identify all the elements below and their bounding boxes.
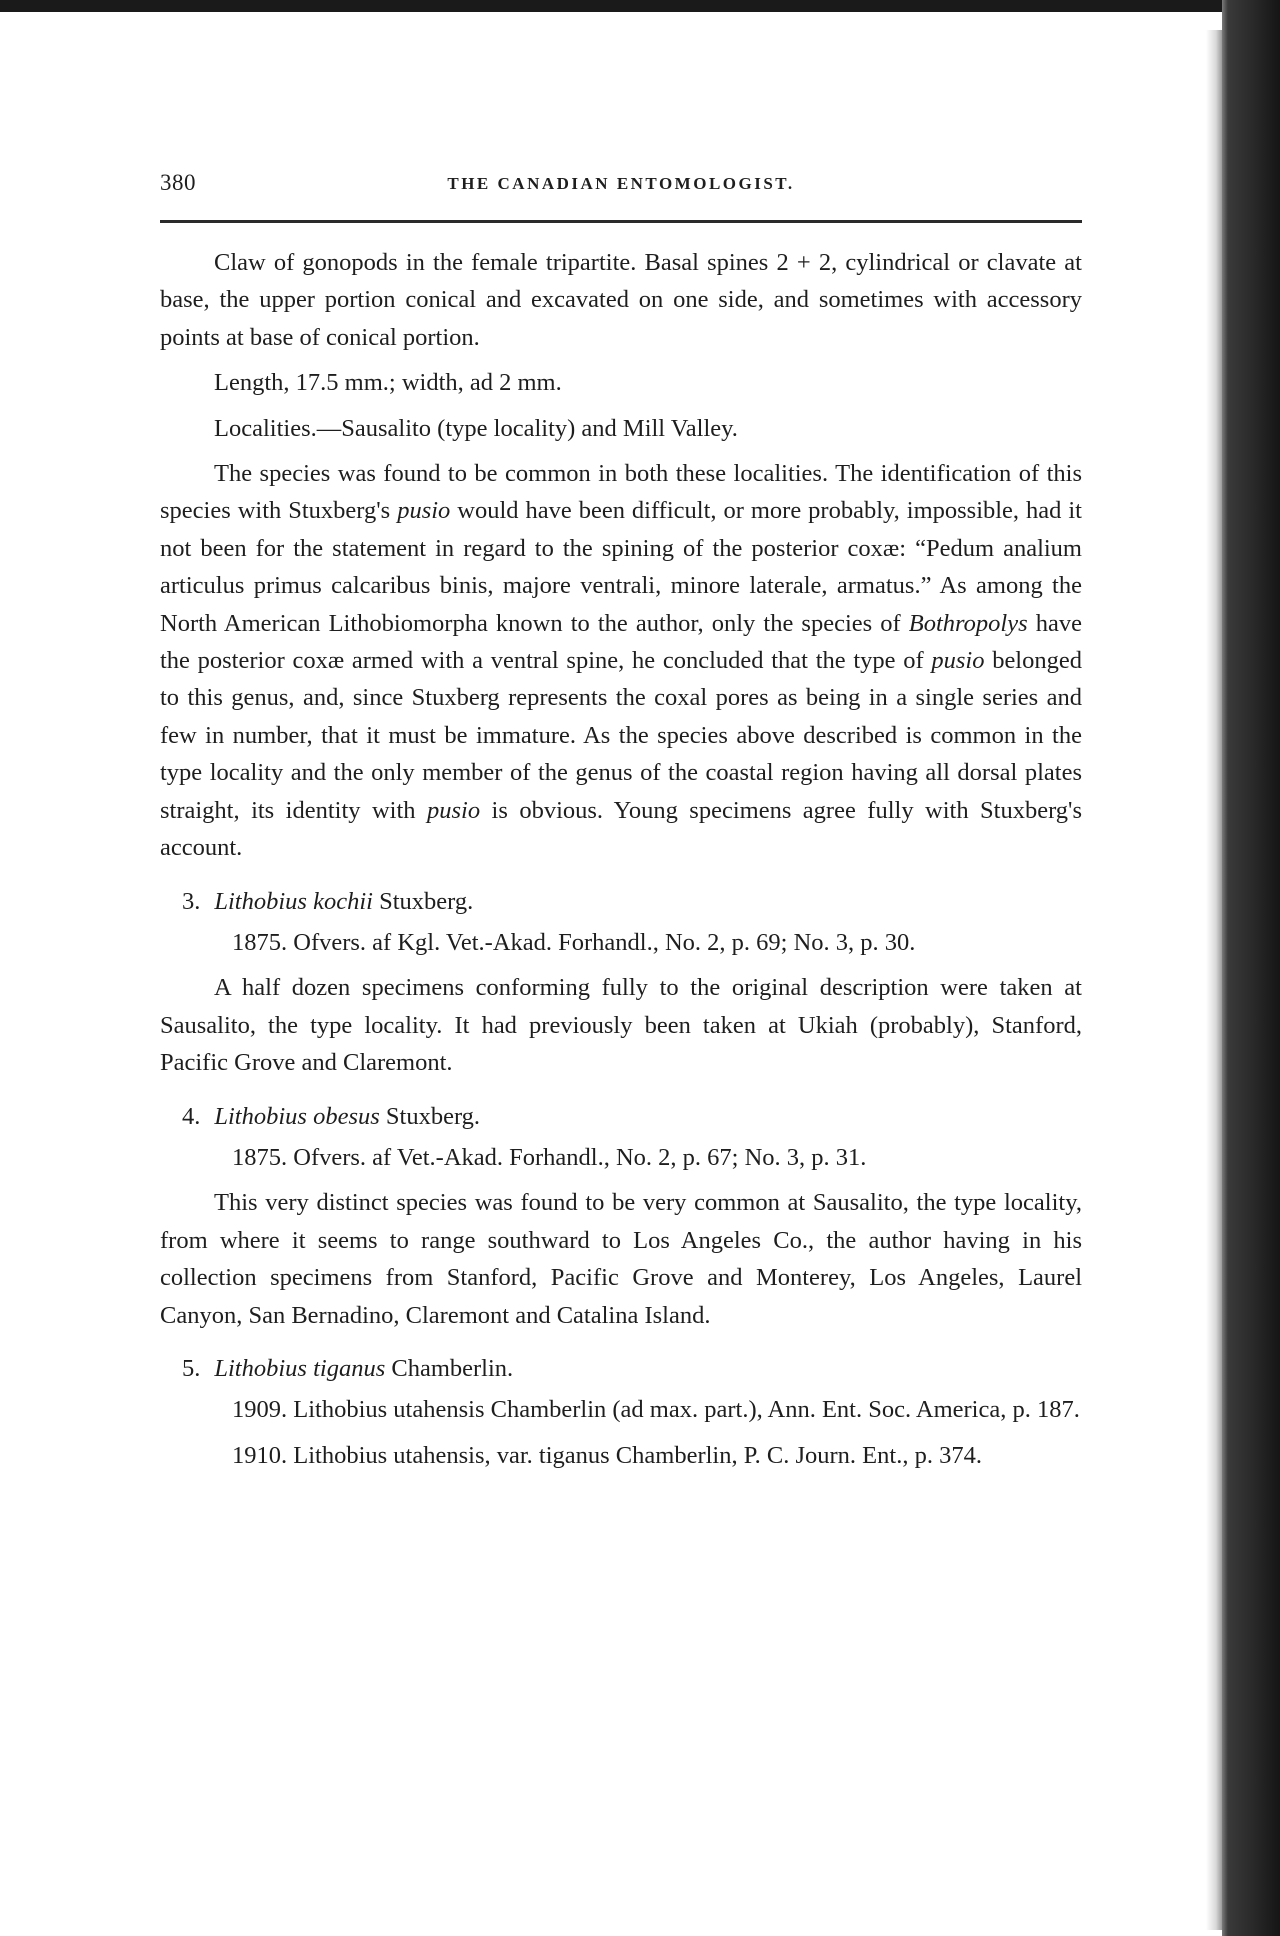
species-author: Stuxberg. bbox=[372, 887, 474, 915]
page-edge-shadow bbox=[1206, 30, 1222, 1930]
discussion-text-3: have the posterior coxæ armed with a ventral spine, he concluded that the type of bbox=[160, 609, 1083, 675]
citation: 1875. Ofvers. af Vet.-Akad. Forhandl., No. 2, p. 67; No. 3, p. 31. bbox=[232, 1143, 867, 1171]
species-heading bbox=[160, 1350, 1082, 1387]
citation: 1909. Lithobius utahensis Chamberlin (ad max. part.), Ann. Ent. Soc. America, p. 187. bbox=[232, 1396, 1080, 1424]
species-number: 5. bbox=[182, 1354, 201, 1382]
discussion-text-5: is obvious. Young specimens agree fully with Stuxberg's account. bbox=[160, 796, 1083, 862]
species-ref-pusio: pusio bbox=[397, 497, 451, 525]
scan-border-right bbox=[1222, 0, 1280, 1936]
length-paragraph: Length, 17.5 mm.; width, ad 2 mm. bbox=[214, 369, 562, 397]
page-number: 380 bbox=[160, 170, 196, 195]
claw-paragraph: Claw of gonopods in the female tripartite. Basal spines 2 + 2, cylindrical or clavate at base, the upper portion conical and excavated on one side, and sometimes with accessory points at base of conical portion. bbox=[160, 249, 1082, 351]
page-header bbox=[160, 168, 1082, 208]
citation: 1910. Lithobius utahensis, var. tiganus Chamberlin, P. C. Journ. Ent., p. 374. bbox=[232, 1441, 982, 1469]
discussion-text-1: The species was found to be common in both these localities. The identification of this species with Stuxberg's bbox=[160, 460, 1082, 525]
species-heading bbox=[160, 1098, 1082, 1135]
header-rule bbox=[160, 220, 1082, 223]
page-body bbox=[160, 244, 1082, 1482]
discussion-paragraph bbox=[160, 455, 1082, 866]
species-description: A half dozen specimens conforming fully to the original description were taken at Sausalito, the type locality. It had previously been taken at Ukiah (probably), Stanford, Pacific Grove and Claremont. bbox=[160, 974, 1082, 1077]
localities-paragraph: Localities.—Sausalito (type locality) and Mill Valley. bbox=[214, 414, 738, 442]
species-author: Stuxberg. bbox=[379, 1102, 481, 1130]
species-name: Lithobius kochii bbox=[214, 887, 373, 915]
scan-border-top bbox=[0, 0, 1280, 12]
species-author: Chamberlin. bbox=[385, 1354, 514, 1382]
species-ref-pusio: pusio bbox=[931, 647, 985, 675]
discussion-text-4: belonged to this genus, and, since Stuxberg represents the coxal pores as being in a single series and few in number, that it must be immature. As the species above described is common in the type locality and the only member of the genus of the coastal region having all dorsal plates straight, its identity with bbox=[160, 647, 1082, 824]
species-number: 3. bbox=[182, 887, 201, 915]
genus-ref-bothropolys: Bothropolys bbox=[908, 609, 1028, 637]
species-description: This very distinct species was found to be very common at Sausalito, the type locality, from where it seems to range southward to Los Angeles Co., the author having in his collection specimens from Stanford, Pacific Grove and Monterey, Los Angeles, Laurel Canyon, San Bernadino, Claremont and Catalina Island. bbox=[160, 1189, 1082, 1329]
species-number: 4. bbox=[182, 1102, 201, 1130]
citation: 1875. Ofvers. af Kgl. Vet.-Akad. Forhandl., No. 2, p. 69; No. 3, p. 30. bbox=[232, 928, 916, 956]
species-heading bbox=[160, 883, 1082, 920]
running-title: THE CANADIAN ENTOMOLOGIST. bbox=[447, 174, 795, 193]
discussion-text-2: would have been difficult, or more probably, impossible, had it not been for the statement in regard to the spining of the posterior coxæ: “Pedum analium articulus primus calcaribus binis, majore ventrali, minore laterale, armatus.” As among the North American Lithobiomorpha known to the author, only the species of bbox=[160, 497, 1082, 637]
species-ref-pusio: pusio bbox=[427, 796, 481, 824]
species-name: Lithobius obesus bbox=[214, 1102, 380, 1130]
species-name: Lithobius tiganus bbox=[214, 1354, 386, 1382]
